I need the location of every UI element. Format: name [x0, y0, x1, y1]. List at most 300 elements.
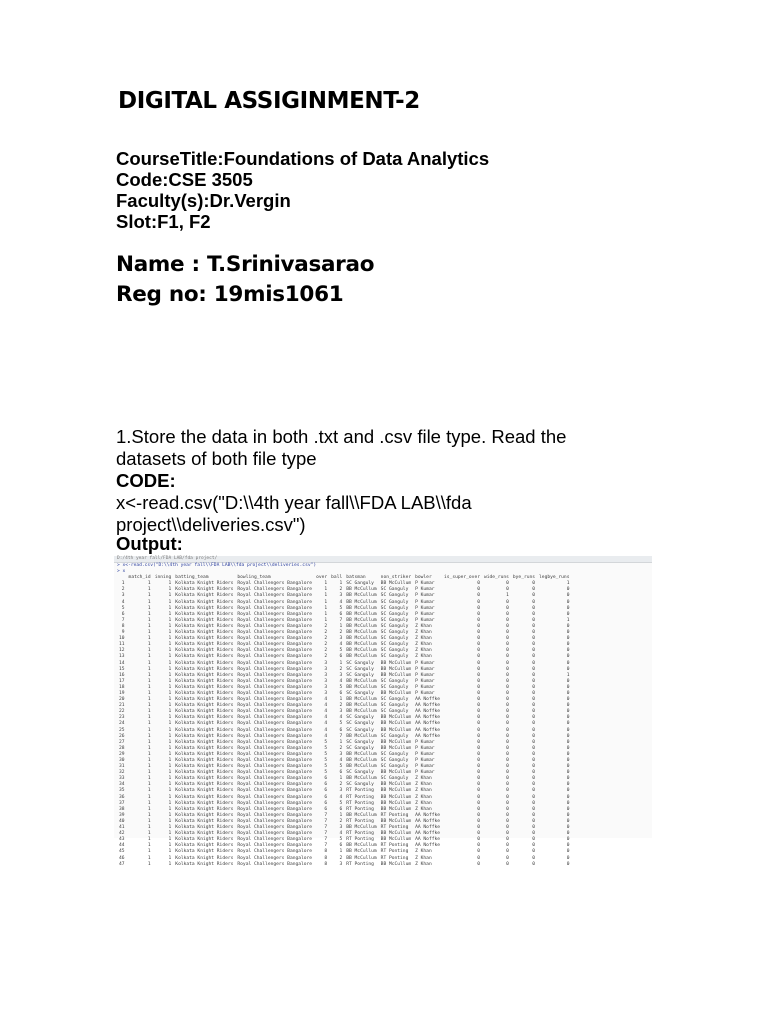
- table-cell: SC Ganguly: [346, 666, 374, 672]
- table-cell: 7: [324, 831, 328, 837]
- table-cell: 17: [119, 678, 125, 684]
- table-cell: 6: [121, 611, 125, 617]
- table-cell: RT Ponting: [346, 861, 374, 867]
- table-cell: 0: [506, 581, 509, 587]
- table-cell: SC Ganguly: [346, 739, 374, 745]
- table-cell: BB McCullum: [380, 782, 412, 788]
- table-cell: 0: [477, 745, 480, 751]
- table-cell: Kolkata Knight Riders: [175, 684, 234, 690]
- table-cell: 1: [147, 788, 151, 794]
- table-cell: 0: [566, 666, 570, 672]
- table-cell: Kolkata Knight Riders: [175, 861, 234, 867]
- table-cell: BB McCullum: [380, 721, 412, 727]
- table-cell: SC Ganguly: [380, 617, 409, 623]
- table-cell: 0: [566, 721, 570, 727]
- table-cell: 0: [566, 648, 570, 654]
- table-cell: 0: [506, 745, 509, 751]
- table-cell: 7: [324, 812, 328, 818]
- table-cell: 6: [339, 654, 343, 660]
- table-cell: 3: [324, 690, 328, 696]
- table-cell: BB McCullum: [380, 806, 412, 812]
- table-cell: 29: [119, 751, 125, 757]
- table-cell: SC Ganguly: [380, 709, 409, 715]
- table-cell: SC Ganguly: [346, 745, 374, 751]
- table-cell: 0: [532, 587, 536, 593]
- table-cell: Z Khan: [415, 782, 432, 788]
- table-cell: Royal Challengers Bangalore: [237, 855, 313, 861]
- column-header: wide_runs: [483, 575, 509, 581]
- table-cell: 0: [506, 776, 509, 782]
- table-cell: Z Khan: [415, 806, 432, 812]
- console-command-read: > x<-read.csv("D:\\4th year fall\\FDA LAB\\fda project\\deliveries.csv"): [117, 563, 317, 568]
- table-cell: 5: [339, 605, 343, 611]
- table-cell: 1: [147, 697, 151, 703]
- table-cell: 5: [339, 648, 343, 654]
- table-cell: 6: [339, 690, 343, 696]
- table-cell: 0: [566, 770, 570, 776]
- table-cell: 0: [532, 776, 536, 782]
- table-cell: 0: [506, 636, 509, 642]
- table-cell: 0: [477, 788, 480, 794]
- table-cell: 7: [324, 843, 328, 849]
- table-cell: 6: [339, 806, 343, 812]
- column-header: inning: [154, 575, 172, 581]
- table-cell: 1: [147, 636, 151, 642]
- table-cell: 0: [532, 593, 536, 599]
- table-cell: 0: [532, 599, 536, 605]
- table-cell: 9: [121, 630, 125, 636]
- table-row: [117, 862, 571, 868]
- table-cell: SC Ganguly: [346, 660, 374, 666]
- table-cell: Kolkata Knight Riders: [175, 623, 234, 629]
- table-cell: 0: [506, 794, 509, 800]
- table-cell: 0: [532, 782, 536, 788]
- table-cell: BB McCullum: [346, 636, 377, 642]
- table-cell: 0: [506, 764, 509, 770]
- table-cell: 0: [566, 703, 570, 709]
- table-cell: 0: [566, 843, 570, 849]
- table-cell: 4: [324, 733, 328, 739]
- table-cell: 0: [566, 837, 570, 843]
- table-cell: 1: [168, 837, 172, 843]
- table-cell: 46: [119, 855, 125, 861]
- table-cell: BB McCullum: [380, 672, 412, 678]
- table-cell: 31: [119, 764, 125, 770]
- table-cell: 3: [339, 593, 343, 599]
- table-cell: 0: [532, 672, 536, 678]
- table-cell: 1: [168, 758, 172, 763]
- table-cell: BB McCullum: [346, 764, 377, 770]
- table-cell: 5: [324, 764, 328, 770]
- table-cell: AA Noffke: [415, 733, 441, 739]
- table-cell: 5: [339, 764, 343, 770]
- table-cell: 0: [566, 660, 570, 666]
- table-cell: Royal Challengers Bangalore: [237, 764, 313, 770]
- table-cell: P Kumar: [415, 617, 435, 623]
- table-cell: 1: [324, 587, 328, 593]
- table-cell: BB McCullum: [380, 788, 412, 794]
- table-cell: SC Ganguly: [380, 758, 409, 763]
- table-cell: Z Khan: [415, 788, 432, 794]
- table-cell: 1: [339, 812, 343, 818]
- table-cell: 0: [532, 764, 536, 770]
- table-cell: 1: [168, 642, 172, 648]
- table-cell: 0: [506, 770, 509, 776]
- table-cell: SC Ganguly: [346, 581, 374, 587]
- table-cell: 1: [147, 715, 151, 721]
- table-cell: Kolkata Knight Riders: [175, 764, 234, 770]
- table-cell: Kolkata Knight Riders: [175, 812, 234, 818]
- table-cell: 6: [324, 806, 328, 812]
- table-cell: 0: [477, 770, 480, 776]
- table-cell: 0: [506, 812, 509, 818]
- table-cell: 0: [506, 666, 509, 672]
- table-cell: 5: [339, 721, 343, 727]
- table-cell: Royal Challengers Bangalore: [237, 739, 313, 745]
- table-cell: BB McCullum: [380, 666, 412, 672]
- table-cell: 3: [324, 672, 328, 678]
- table-cell: 0: [566, 831, 570, 837]
- table-cell: Royal Challengers Bangalore: [237, 605, 313, 611]
- table-cell: P Kumar: [415, 758, 435, 763]
- table-cell: 0: [477, 739, 480, 745]
- table-cell: 0: [532, 788, 536, 794]
- table-cell: 4: [339, 642, 343, 648]
- table-cell: RT Ponting: [346, 818, 374, 824]
- table-cell: 0: [477, 599, 480, 605]
- table-cell: 6: [324, 776, 328, 782]
- table-cell: P Kumar: [415, 660, 435, 666]
- table-cell: BB McCullum: [346, 642, 377, 648]
- table-cell: 0: [506, 611, 509, 617]
- table-cell: AA Noffke: [415, 843, 441, 849]
- table-cell: Royal Challengers Bangalore: [237, 599, 313, 605]
- table-cell: 3: [339, 861, 343, 867]
- table-cell: 1: [147, 812, 151, 818]
- table-cell: 1: [168, 782, 172, 788]
- table-cell: 0: [566, 593, 570, 599]
- table-cell: 0: [566, 611, 570, 617]
- table-cell: 3: [324, 660, 328, 666]
- table-cell: 0: [477, 678, 480, 684]
- table-cell: 0: [477, 636, 480, 642]
- table-cell: 0: [532, 611, 536, 617]
- table-cell: 0: [477, 593, 480, 599]
- table-cell: 2: [339, 745, 343, 751]
- table-cell: 4: [324, 715, 328, 721]
- table-cell: 1: [147, 861, 151, 867]
- table-cell: Royal Challengers Bangalore: [237, 587, 313, 593]
- table-cell: 0: [532, 818, 536, 824]
- table-cell: 0: [477, 831, 480, 837]
- table-cell: 0: [532, 733, 536, 739]
- table-cell: BB McCullum: [380, 831, 412, 837]
- table-cell: 0: [566, 855, 570, 861]
- table-cell: 0: [477, 709, 480, 715]
- table-cell: 0: [506, 843, 509, 849]
- table-cell: 2: [324, 636, 328, 642]
- table-cell: Kolkata Knight Riders: [175, 849, 234, 855]
- table-cell: Royal Challengers Bangalore: [237, 825, 313, 831]
- student-name: Name : T.Srinivasarao: [116, 252, 375, 277]
- table-cell: 0: [566, 745, 570, 751]
- table-cell: Kolkata Knight Riders: [175, 825, 234, 831]
- table-cell: 16: [119, 672, 125, 678]
- table-cell: 1: [168, 709, 172, 715]
- table-cell: 45: [119, 849, 125, 855]
- column-header: batsman: [346, 575, 366, 581]
- table-cell: 19: [119, 690, 125, 696]
- table-cell: BB McCullum: [380, 660, 412, 666]
- table-cell: RT Ponting: [380, 849, 409, 855]
- table-cell: AA Noffke: [415, 703, 441, 709]
- table-cell: 0: [532, 666, 536, 672]
- question-line-2: datasets of both file type: [116, 448, 317, 469]
- table-cell: BB McCullum: [346, 593, 377, 599]
- table-cell: Kolkata Knight Riders: [175, 721, 234, 727]
- table-cell: 0: [506, 739, 509, 745]
- table-cell: 1: [339, 776, 343, 782]
- table-cell: 0: [566, 630, 570, 636]
- table-cell: AA Noffke: [415, 721, 441, 727]
- table-cell: Kolkata Knight Riders: [175, 697, 234, 703]
- table-cell: BB McCullum: [346, 751, 377, 757]
- table-cell: P Kumar: [415, 605, 435, 611]
- table-cell: 1: [339, 697, 343, 703]
- table-cell: 0: [477, 623, 480, 629]
- table-cell: 1: [168, 672, 172, 678]
- table-cell: 0: [506, 703, 509, 709]
- table-cell: 1: [147, 758, 151, 763]
- table-cell: SC Ganguly: [380, 697, 409, 703]
- course-title: CourseTitle:Foundations of Data Analytics: [116, 148, 490, 169]
- table-cell: 1: [147, 770, 151, 776]
- table-cell: 0: [532, 837, 536, 843]
- table-cell: Kolkata Knight Riders: [175, 751, 234, 757]
- table-cell: 2: [339, 630, 343, 636]
- table-cell: Z Khan: [415, 623, 432, 629]
- table-cell: 4: [339, 758, 343, 763]
- table-cell: 0: [532, 623, 536, 629]
- table-cell: RT Ponting: [346, 831, 374, 837]
- table-cell: BB McCullum: [380, 739, 412, 745]
- table-cell: P Kumar: [415, 690, 435, 696]
- table-cell: AA Noffke: [415, 825, 441, 831]
- table-cell: 28: [119, 745, 125, 751]
- table-cell: 1: [324, 605, 328, 611]
- table-cell: Royal Challengers Bangalore: [237, 788, 313, 794]
- table-cell: SC Ganguly: [380, 764, 409, 770]
- table-cell: BB McCullum: [346, 709, 377, 715]
- table-cell: 0: [477, 727, 480, 733]
- table-cell: 0: [532, 745, 536, 751]
- table-cell: BB McCullum: [380, 770, 412, 776]
- table-cell: BB McCullum: [346, 703, 377, 709]
- table-cell: 1: [147, 825, 151, 831]
- table-cell: 0: [506, 733, 509, 739]
- table-cell: 4: [339, 678, 343, 684]
- table-cell: 0: [532, 758, 536, 763]
- table-cell: BB McCullum: [380, 837, 412, 843]
- table-cell: 0: [532, 861, 536, 867]
- table-cell: 0: [566, 806, 570, 812]
- table-cell: 1: [506, 593, 509, 599]
- table-cell: Royal Challengers Bangalore: [237, 672, 313, 678]
- table-cell: 1: [147, 751, 151, 757]
- table-cell: AA Noffke: [415, 831, 441, 837]
- question-line-1: 1.Store the data in both .txt and .csv file type. Read the: [116, 426, 567, 447]
- table-cell: 0: [506, 806, 509, 812]
- table-cell: AA Noffke: [415, 727, 441, 733]
- table-cell: 0: [506, 831, 509, 837]
- table-cell: SC Ganguly: [380, 599, 409, 605]
- table-cell: 7: [324, 825, 328, 831]
- table-cell: 0: [506, 684, 509, 690]
- table-cell: 11: [119, 642, 125, 648]
- table-cell: 1: [168, 587, 172, 593]
- table-cell: RT Ponting: [380, 855, 409, 861]
- table-cell: Kolkata Knight Riders: [175, 733, 234, 739]
- table-cell: Z Khan: [415, 630, 432, 636]
- table-cell: 1: [168, 727, 172, 733]
- table-cell: 1: [147, 727, 151, 733]
- table-cell: 0: [506, 605, 509, 611]
- table-cell: 0: [532, 727, 536, 733]
- table-cell: BB McCullum: [346, 678, 377, 684]
- table-cell: 0: [477, 818, 480, 824]
- table-cell: 0: [506, 751, 509, 757]
- table-cell: 1: [168, 623, 172, 629]
- table-cell: 0: [506, 648, 509, 654]
- table-cell: 37: [119, 800, 125, 806]
- table-cell: 1: [147, 684, 151, 690]
- table-body: [117, 581, 571, 867]
- table-cell: 7: [339, 733, 343, 739]
- table-cell: 0: [566, 788, 570, 794]
- table-cell: SC Ganguly: [346, 690, 374, 696]
- table-cell: 7: [324, 837, 328, 843]
- table-cell: 5: [121, 605, 125, 611]
- table-cell: Royal Challengers Bangalore: [237, 751, 313, 757]
- table-cell: 1: [147, 605, 151, 611]
- table-cell: Kolkata Knight Riders: [175, 630, 234, 636]
- table-cell: 1: [168, 751, 172, 757]
- table-cell: 36: [119, 794, 125, 800]
- table-cell: RT Ponting: [346, 788, 374, 794]
- table-cell: 24: [119, 721, 125, 727]
- table-cell: 1: [566, 581, 570, 587]
- table-cell: 0: [477, 648, 480, 654]
- table-cell: 0: [532, 684, 536, 690]
- table-cell: 0: [477, 861, 480, 867]
- table-cell: 0: [566, 727, 570, 733]
- table-cell: 1: [168, 843, 172, 849]
- table-cell: SC Ganguly: [346, 672, 374, 678]
- table-cell: 1: [147, 630, 151, 636]
- table-cell: Royal Challengers Bangalore: [237, 812, 313, 818]
- table-cell: 27: [119, 739, 125, 745]
- table-cell: 7: [324, 818, 328, 824]
- table-cell: 22: [119, 709, 125, 715]
- table-cell: BB McCullum: [346, 776, 377, 782]
- table-cell: P Kumar: [415, 599, 435, 605]
- table-cell: P Kumar: [415, 611, 435, 617]
- table-cell: Royal Challengers Bangalore: [237, 770, 313, 776]
- faculty: Faculty(s):Dr.Vergin: [116, 190, 291, 211]
- table-cell: 5: [324, 770, 328, 776]
- table-cell: 1: [147, 593, 151, 599]
- table-cell: 0: [566, 599, 570, 605]
- table-cell: 0: [532, 806, 536, 812]
- table-cell: 1: [147, 642, 151, 648]
- table-cell: 3: [121, 593, 125, 599]
- table-cell: BB McCullum: [346, 849, 377, 855]
- table-cell: 0: [506, 849, 509, 855]
- table-cell: 0: [506, 654, 509, 660]
- table-cell: 8: [121, 623, 125, 629]
- table-cell: 1: [324, 581, 328, 587]
- table-cell: 4: [339, 715, 343, 721]
- table-cell: Kolkata Knight Riders: [175, 776, 234, 782]
- table-cell: BB McCullum: [380, 581, 412, 587]
- table-cell: 0: [477, 605, 480, 611]
- table-cell: 0: [532, 660, 536, 666]
- slot: Slot:F1, F2: [116, 211, 211, 232]
- table-cell: BB McCullum: [380, 727, 412, 733]
- table-cell: RT Ponting: [346, 837, 374, 843]
- table-cell: 2: [324, 630, 328, 636]
- table-cell: Royal Challengers Bangalore: [237, 715, 313, 721]
- table-cell: 0: [532, 855, 536, 861]
- table-cell: 15: [119, 666, 125, 672]
- table-cell: 1: [339, 660, 343, 666]
- table-cell: 1: [121, 581, 125, 587]
- table-cell: Royal Challengers Bangalore: [237, 666, 313, 672]
- table-cell: 6: [324, 782, 328, 788]
- table-cell: 0: [566, 751, 570, 757]
- table-cell: Royal Challengers Bangalore: [237, 782, 313, 788]
- table-cell: 1: [168, 855, 172, 861]
- table-cell: Royal Challengers Bangalore: [237, 703, 313, 709]
- table-cell: 0: [566, 861, 570, 867]
- table-cell: 0: [506, 855, 509, 861]
- column-header: is_super_over: [444, 575, 480, 581]
- table-cell: SC Ganguly: [380, 678, 409, 684]
- table-cell: Royal Challengers Bangalore: [237, 721, 313, 727]
- table-cell: 1: [147, 690, 151, 696]
- table-cell: 25: [119, 727, 125, 733]
- table-cell: Kolkata Knight Riders: [175, 739, 234, 745]
- table-cell: 1: [168, 806, 172, 812]
- table-cell: 0: [477, 715, 480, 721]
- table-cell: SC Ganguly: [380, 630, 409, 636]
- table-cell: 1: [147, 794, 151, 800]
- table-cell: Kolkata Knight Riders: [175, 690, 234, 696]
- table-cell: 0: [532, 831, 536, 837]
- table-cell: Kolkata Knight Riders: [175, 660, 234, 666]
- table-cell: 3: [324, 678, 328, 684]
- table-cell: P Kumar: [415, 593, 435, 599]
- table-cell: 6: [339, 770, 343, 776]
- table-cell: 40: [119, 818, 125, 824]
- table-cell: 0: [532, 825, 536, 831]
- table-cell: 0: [506, 861, 509, 867]
- table-cell: 1: [168, 660, 172, 666]
- table-cell: 0: [532, 751, 536, 757]
- table-cell: Royal Challengers Bangalore: [237, 800, 313, 806]
- table-cell: Kolkata Knight Riders: [175, 666, 234, 672]
- table-cell: BB McCullum: [346, 855, 377, 861]
